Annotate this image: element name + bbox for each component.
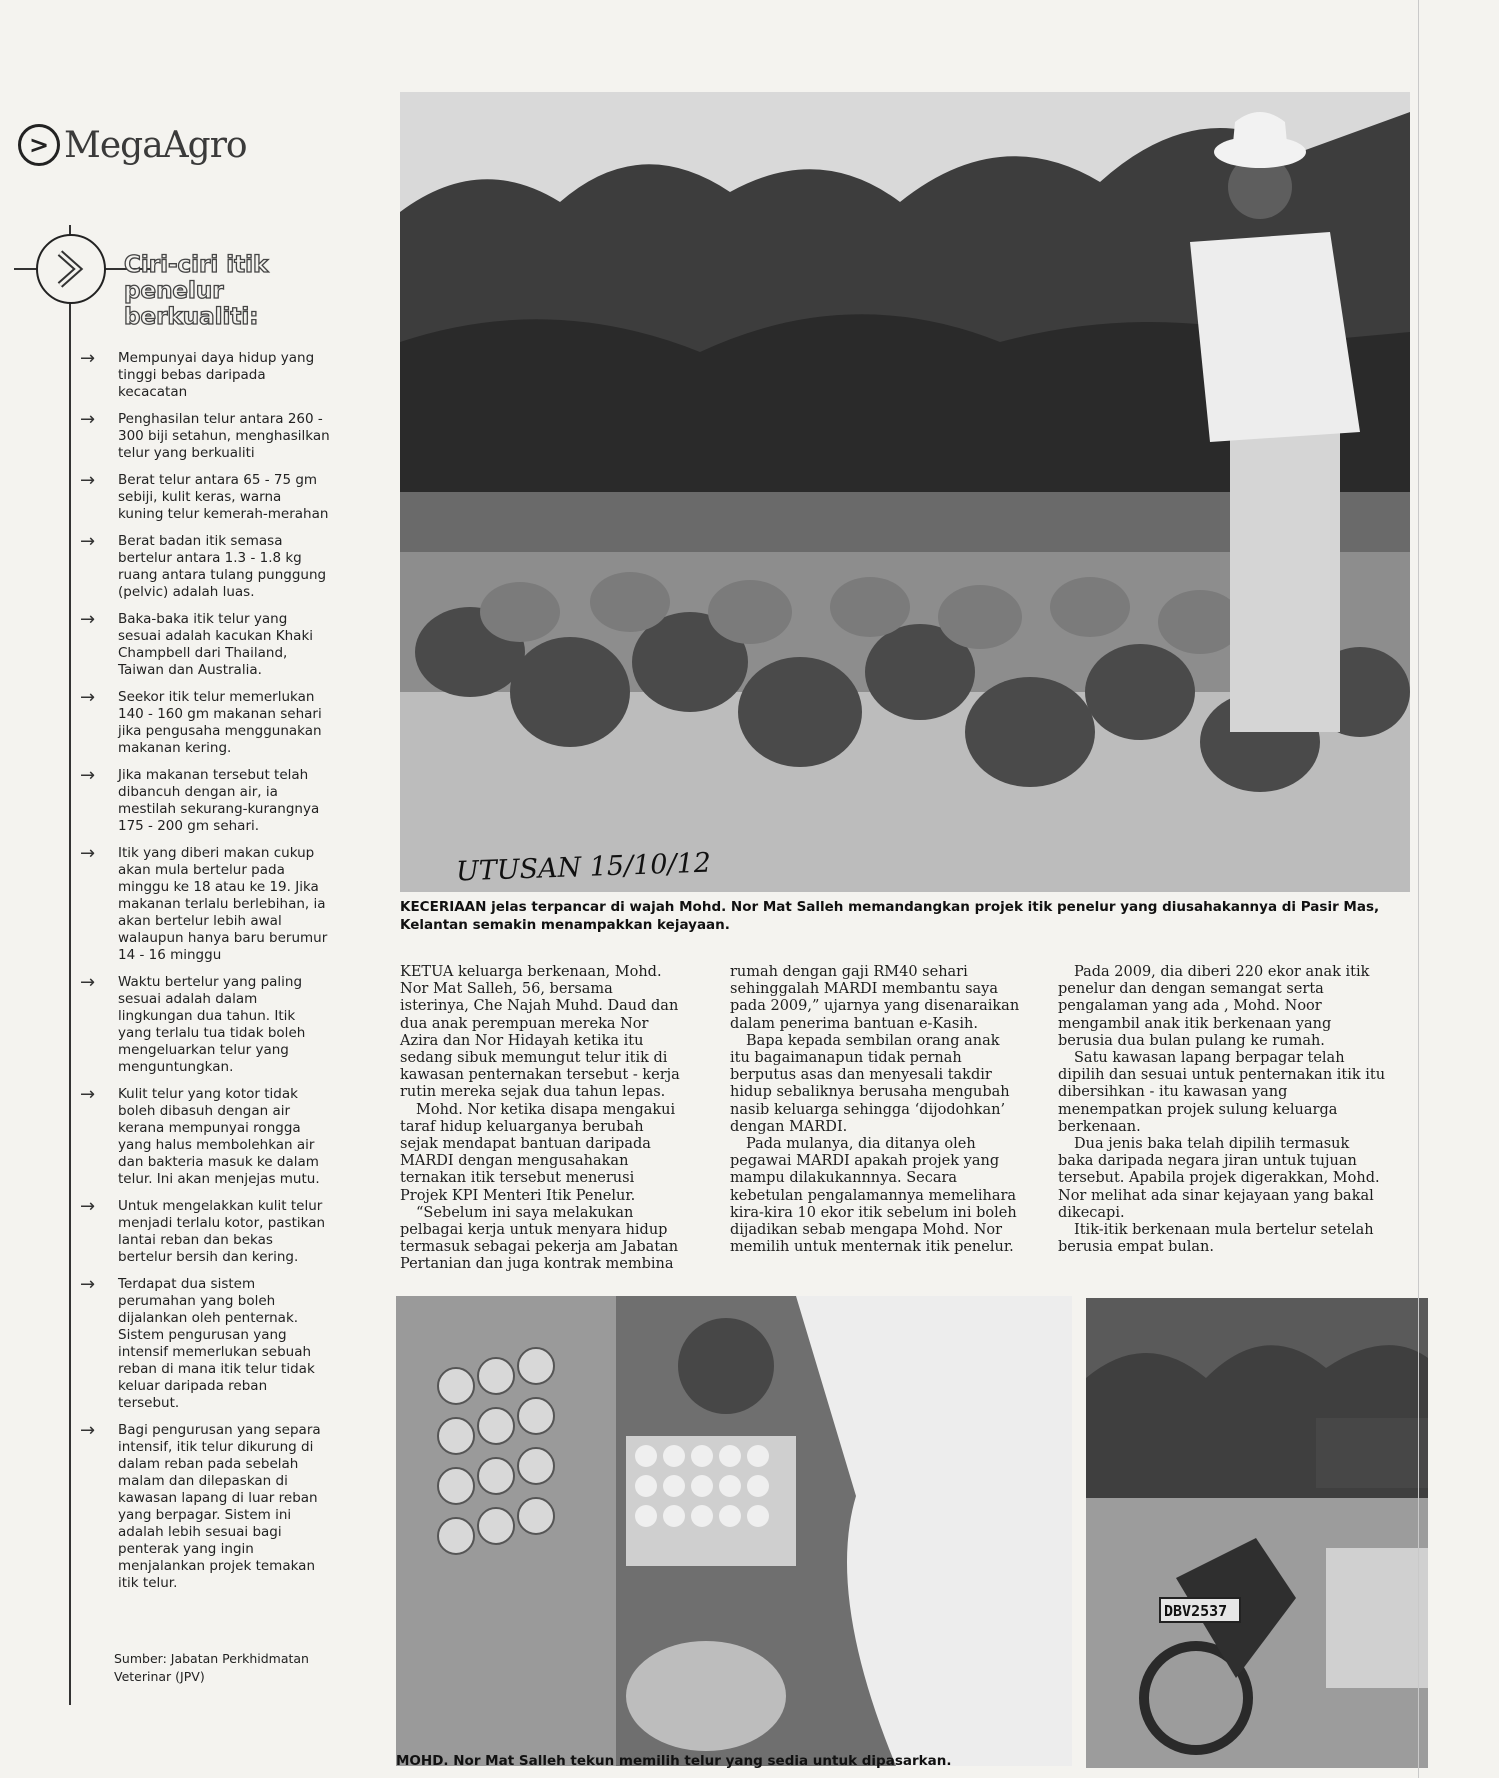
tip-text: Waktu bertelur yang paling sesuai adalah dalam lingkungan dua tahun. Itik yang terlalu tua tidak boleh mengeluarkan telur yang menguntungkan. (118, 974, 306, 1075)
tips-list (80, 350, 330, 1602)
article-paragraph: Itik-itik berkenaan mula bertelur setelah berusia empat bulan. (1058, 1222, 1374, 1256)
sidebar-chevron-badge (36, 234, 106, 304)
tip-item (80, 1422, 330, 1592)
tip-item (80, 845, 330, 964)
article-paragraph: Satu kawasan lapang berpagar telah dipilih dan sesuai untuk penternakan itik itu dibersihkan - itu kawasan yang menempatkan projek sulung keluarga berkenaan. (1058, 1050, 1386, 1135)
article-column-3 (1058, 964, 1388, 1256)
tip-text: Mempunyai daya hidup yang tinggi bebas daripada kecacatan (118, 350, 315, 400)
tip-item (80, 472, 330, 523)
article-paragraph: rumah dengan gaji RM40 sehari sehinggalah MARDI membantu saya pada 2009,” ujarnya yang disenaraikan dalam penerima bantuan e-Kasih. (730, 964, 1020, 1032)
caption-main-photo: KECERIAAN jelas terpancar di wajah Mohd. Nor Mat Salleh memandangkan projek itik penelur yang diusahakannya di Pasir Mas, Kelantan semakin menampakkan kejayaan. (400, 899, 1380, 933)
sidebar-title: Ciri-ciri itik penelur berkualiti: (124, 252, 269, 330)
article-column-2 (730, 964, 1020, 1256)
article-paragraph: KETUA keluarga berkenaan, Mohd. Nor Mat Salleh, 56, bersama isterinya, Che Najah Muhd. Daud dan dua anak perempuan mereka Nor Azira dan Nor Hidayah ketika itu sedang sibuk memungut telur itik di kawasan penternakan tersebut - kerja rutin mereka sejak dua tahun lepas. (400, 964, 680, 1101)
article-paragraph: Mohd. Nor ketika disapa mengakui taraf hidup keluarganya berubah sejak mendapat bantuan daripada MARDI dengan mengusahakan ternakan itik tersebut menerusi Projek KPI Menteri Itik Penelur. (400, 1101, 676, 1204)
photo-egg-sorting (396, 1296, 1072, 1766)
tip-item (80, 767, 330, 835)
sidebar-vertical-rule (69, 225, 71, 1705)
photo-motorcycle-image (1086, 1298, 1428, 1768)
article-column-1 (400, 964, 680, 1274)
tip-text: Terdapat dua sistem perumahan yang boleh dijalankan oleh penternak. Sistem pengurusan yang intensif memerlukan sebuah reban di mana itik telur tidak keluar daripada reban tersebut. (118, 1276, 315, 1411)
tip-text: Berat badan itik semasa bertelur antara 1.3 - 1.8 kg ruang antara tulang punggung (pelvic) adalah luas. (118, 533, 327, 600)
tip-text: Bagi pengurusan yang separa intensif, itik telur dikurung di dalam reban pada sebelah malam dan dilepaskan di kawasan lapang di luar reban yang berpagar. Sistem ini adalah lebih sesuai bagi penterak yang ingin menjalankan projek temakan itik telur. (118, 1422, 321, 1591)
article-paragraph: Dua jenis baka telah dipilih termasuk baka daripada negara jiran untuk tujuan tersebut. Apabila projek digerakkan, Mohd. Nor melihat ada sinar kejayaan yang bakal dikecapi. (1058, 1136, 1380, 1221)
tip-item (80, 689, 330, 757)
tip-item (80, 411, 330, 462)
tip-item (80, 974, 330, 1076)
photo-motorcycle (1086, 1298, 1428, 1768)
photo-ducks-farmer (400, 92, 1410, 892)
photo-egg-sorting-image (396, 1296, 1072, 1766)
arrow-right-icon: → (80, 348, 96, 369)
tip-text: Berat telur antara 65 - 75 gm sebiji, kulit keras, warna kuning telur kemerah-merahan (118, 472, 329, 522)
license-plate: DBV2537 (1164, 1602, 1228, 1620)
arrow-right-icon: → (80, 1420, 96, 1441)
article-paragraph: Pada 2009, dia diberi 220 ekor anak itik penelur dan dengan semangat serta pengalaman yang ada , Mohd. Noor mengambil anak itik berkenaan yang berusia dua bulan pulang ke rumah. (1058, 964, 1370, 1049)
arrow-right-icon: → (80, 609, 96, 630)
chevron-right-icon: > (18, 124, 60, 166)
tip-text: Jika makanan tersebut telah dibancuh dengan air, ia mestilah sekurang-kurangnya 175 - 200 gm sehari. (118, 767, 320, 834)
tip-item (80, 1198, 330, 1266)
arrow-right-icon: → (80, 409, 96, 430)
arrow-right-icon: → (80, 1084, 96, 1105)
arrow-right-icon: → (80, 1274, 96, 1295)
article-paragraph: Pada mulanya, dia ditanya oleh pegawai MARDI apakah projek yang mampu dilakukannnya. Secara kebetulan pengalamannya memelihara kira-kira 10 ekor itik sebelum ini boleh dijadikan sebab mengapa Mohd. Nor memilih untuk menternak itik penelur. (730, 1136, 1017, 1256)
sidebar-source: Sumber: Jabatan Perkhidmatan Veterinar (JPV) (114, 1651, 309, 1684)
caption-eggs-photo: MOHD. Nor Mat Salleh tekun memilih telur yang sedia untuk dipasarkan. (396, 1753, 952, 1769)
arrow-right-icon: → (80, 843, 96, 864)
handwritten-date-note: UTUSAN 15/10/12 (455, 847, 712, 888)
tip-item (80, 611, 330, 679)
tip-text: Untuk mengelakkan kulit telur menjadi terlalu kotor, pastikan lantai reban dan bekas bertelur bersih dan kering. (118, 1198, 326, 1265)
tip-item (80, 350, 330, 401)
tip-text: Itik yang diberi makan cukup akan mula bertelur pada minggu ke 18 atau ke 19. Jika makanan terlalu berlebihan, ia akan bertelur lebih awal walaupun hanya baru berumur 14 - 16 minggu (118, 845, 328, 963)
arrow-right-icon: → (80, 687, 96, 708)
tip-item (80, 533, 330, 601)
article-paragraph: Bapa kepada sembilan orang anak itu bagaimanapun tidak pernah berputus asas dan menyesali takdir hidup sebaliknya berusaha mengubah nasib keluarga sehingga ‘dijodohkan’ dengan MARDI. (730, 1032, 1010, 1135)
chevron-right-icon (54, 249, 88, 289)
section-name: MegaAgro (64, 124, 247, 166)
arrow-right-icon: → (80, 1196, 96, 1217)
tip-text: Penghasilan telur antara 260 - 300 biji setahun, menghasilkan telur yang berkualiti (118, 411, 330, 461)
tip-text: Baka-baka itik telur yang sesuai adalah kacukan Khaki Champbell dari Thailand, Taiwan dan Australia. (118, 611, 314, 678)
section-logo (18, 122, 247, 168)
photo-ducks-farmer-image (400, 92, 1410, 892)
arrow-right-icon: → (80, 972, 96, 993)
tip-item (80, 1276, 330, 1412)
page-edge (1418, 0, 1419, 1778)
arrow-right-icon: → (80, 470, 96, 491)
article-paragraph: “Sebelum ini saya melakukan pelbagai kerja untuk menyara hidup termasuk sebagai pekerja am Jabatan Pertanian dan juga kontrak membina (400, 1204, 679, 1273)
tip-text: Kulit telur yang kotor tidak boleh dibasuh dengan air kerana mempunyai rongga yang halus membolehkan air dan bakteria masuk ke dalam telur. Ini akan menjejas mutu. (118, 1086, 320, 1187)
arrow-right-icon: → (80, 531, 96, 552)
tip-text: Seekor itik telur memerlukan 140 - 160 gm makanan sehari jika pengusaha menggunakan makanan kering. (118, 689, 322, 756)
tip-item (80, 1086, 330, 1188)
arrow-right-icon: → (80, 765, 96, 786)
